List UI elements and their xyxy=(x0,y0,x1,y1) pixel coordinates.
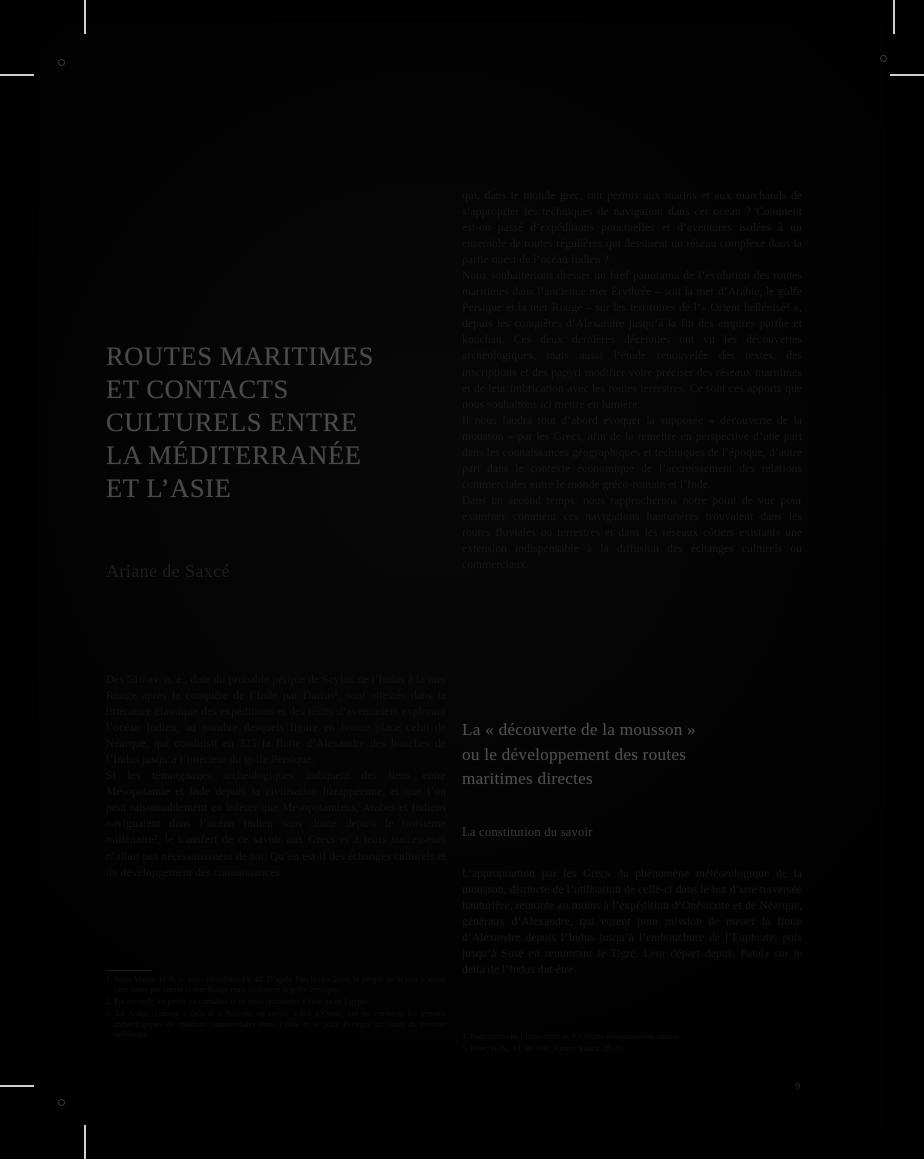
crop-mark-top-left-vertical xyxy=(84,0,86,34)
crop-mark-top-right-vertical xyxy=(893,0,895,34)
footnote-text: Pour reprendre l’expression de P. Leriche communément admise. xyxy=(470,1032,682,1041)
registration-target-bottom-left xyxy=(58,1099,65,1106)
crop-mark-top-left-horizontal xyxy=(0,74,34,76)
title-line-3: CULTURELS ENTRE xyxy=(106,407,358,437)
title-line-1: ROUTES MARITIMES xyxy=(106,341,374,371)
paragraph: Dans un second temps, nous rapprocherons notre point de vue pour examiner comment ces navigations hauturières trouvaient dans les routes fluviales ou terrestres et dans les réseaux côtiers existants une extension indispensable à la diffusion des échanges culturels ou commerciaux. xyxy=(462,493,802,572)
footnote-number: 1 xyxy=(106,975,111,984)
footnote-number: 2 xyxy=(106,997,111,1007)
section-heading-text xyxy=(462,718,802,792)
paragraph: Si les témoignages archéologiques indiquent des liens entre Mésopotamie et Inde depuis la civilisation harappéenne, et que l’on peut raisonnablement en inférer que Mésopotamiens, Arabes et Indiens naviguaient dans l’océan Indien sans doute depuis le troisième millénaire², le transfert de ce savoir aux Grecs et à leurs successeurs n’allait pas nécessairement de soi. Qu’en est-il des échanges culturels et du développement des connaissances xyxy=(106,769,446,879)
subsection-body xyxy=(462,866,802,978)
footnote-number: 4 xyxy=(462,1032,467,1041)
subsection-heading xyxy=(462,824,802,841)
footnote-text: Par exemple les perles en cornaline et en étain retrouvées à Suse ou en Égypte. xyxy=(114,997,370,1007)
section-heading-line-1: La « découverte de la mousson » xyxy=(462,720,696,739)
page-number: 9 xyxy=(795,1082,801,1092)
section-heading-line-3: maritimes directes xyxy=(462,769,593,788)
left-column-footnotes xyxy=(106,970,446,1042)
paragraph: L’appropriation par les Grecs du phénomène météorologique de la mousson, distincte de l’utilisation de celle-ci dans le but d’une traversée hauturière, remonte au moins à l’expédition d’Onésicrite et de Néarque, généraux d’Alexandre, qui eurent pour mission de mener la flotte d’Alexandre depuis l’Indus jusqu’à l’embouchure de l’Euphrate, puis jusqu’à Suse en remontant le Tigre. Leur départ depuis Patala sur le delta de l’Indus dut être xyxy=(462,867,802,977)
right-column-body xyxy=(462,188,802,573)
footnote: 3. En Arabie, comme à Qala’at al-Bahreïn, ou encore à Bat à Oman, ont été retrouvés les témoins archéologiques de relations commerciales entre l’Inde et le golfe Persique au cours du premier millénaire. xyxy=(106,1009,446,1040)
paragraph: Nous souhaiterions dresser un bref panorama de l’évolution des routes maritimes dans l’ancienne mer Érythrée – soit la mer d’Arabie, le golfe Persique et la mer Rouge – sur les territoires de l’« Orient hellénisé⁴ », depuis les conquêtes d’Alexandre jusqu’à la fin des empires parthe et kouchan. Ces deux dernières décennies ont vu les découvertes archéologiques, mais aussi l’étude renouvelée des textes, des inscriptions et des papyri modifier voire préciser des réseaux maritimes et de leur imbrication avec les routes terrestres. Ce sont ces apports que nous souhaitons ici mettre en lumière. xyxy=(462,269,802,411)
subsection-heading-text: La constitution du savoir xyxy=(462,825,593,839)
paragraph: Dès 516 av. n. è., date du probable périple de Scylax de l’Indus à la mer Rouge après la conquête de l’Inde par Darius¹, sont attestés dans la littérature classique des expéditions et des récits d’aventuriers explorant l’océan Indien, au nombre desquels figure en bonne place celui de Néarque, qui conduisit en 325 la flotte d’Alexandre des bouches de l’Indus jusqu’à l’intérieur du golfe Persique. xyxy=(106,673,446,767)
paragraph: Il nous faudra tout d’abord évoquer la supposée « découverte de la mousson » par les Grecs, afin de la remettre en perspective d’une part dans les connaissances géographiques et techniques de l’époque, d’autre part dans le contexte économique de l’accroissement des relations commerciales entre le monde gréco-romain et l’Inde. xyxy=(462,413,802,491)
left-column-body xyxy=(106,672,446,881)
paragraph: qui, dans le monde grec, ont permis aux marins et aux marchands de s’approprier les techniques de navigation dans cet océan ? Comment est-on passé d’expéditions ponctuelles et d’aventures isolées à un ensemble de routes régulières qui dessinent un réseau complexe dans la partie ouest de l’océan Indien ? xyxy=(462,189,802,267)
footnote-number: 5 xyxy=(462,1043,467,1053)
registration-target-top-right xyxy=(880,55,887,62)
footnote: 4. Pour reprendre l’expression de P. Leriche communément admise. xyxy=(462,1032,682,1041)
footnote-separator-rule xyxy=(106,970,152,971)
footnote-text: En Arabie, comme à Qala’at al-Bahreïn, ou encore à Bat à Oman, ont été retrouvés les témoins archéologiques de relations commerciales entre l’Inde et le golfe Persique au cours du premier millénaire. xyxy=(114,1009,446,1040)
title-line-2: ET CONTACTS xyxy=(106,374,289,404)
right-column-footnotes xyxy=(462,1032,802,1056)
section-heading-line-2: ou le développement des routes xyxy=(462,744,687,764)
registration-target-top-left xyxy=(58,59,65,66)
footnote-text: Pline, H. N., VI, 96-100 ; Arrien, Indica, 20-21. xyxy=(470,1043,625,1053)
footnote-number: 3 xyxy=(106,1009,111,1019)
crop-mark-bottom-left-vertical xyxy=(84,1125,86,1159)
crop-mark-top-right-horizontal xyxy=(890,74,924,76)
section-heading xyxy=(462,718,802,792)
footnote: 1. Saint-Martin 1839, p. 100 ; Herodotus IV, 44. D’après Panchenko 2003, le périple de Scylax n’aurait sans doute pas atteint la mer Rouge mais seulement le golfe Persique. xyxy=(106,975,446,995)
author-name: Ariane de Saxcé xyxy=(106,561,230,581)
title-line-5: ET L’ASIE xyxy=(106,473,232,503)
footnote-text: Saint-Martin 1839, p. 100 ; Herodotus IV, 44. D’après Panchenko 2003, le périple de Scylax n’aurait sans doute pas atteint la mer Rouge mais seulement le golfe Persique. xyxy=(114,975,446,995)
page-title xyxy=(106,340,446,505)
title-line-4: LA MÉDITERRANÉE xyxy=(106,440,362,470)
footnote: 5. Pline, H. N., VI, 96-100 ; Arrien, Indica, 20-21. xyxy=(462,1043,625,1053)
crop-mark-bottom-left-horizontal xyxy=(0,1085,34,1087)
footnote: 2. Par exemple les perles en cornaline et en étain retrouvées à Suse ou en Égypte. xyxy=(106,997,370,1007)
article-title-block xyxy=(106,340,446,582)
